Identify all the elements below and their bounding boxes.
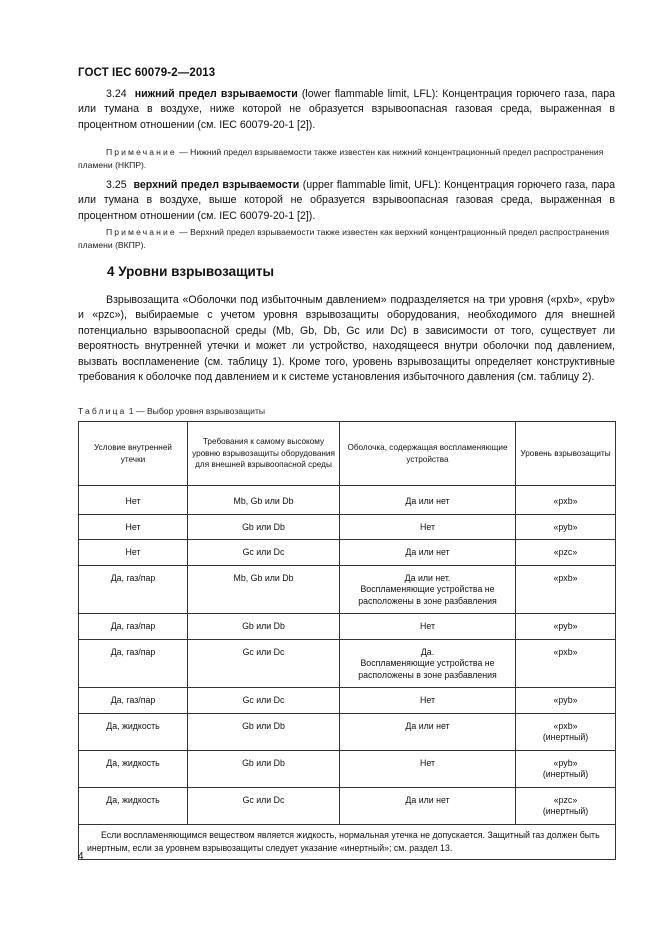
table-cell: «pxb» — [516, 486, 616, 515]
note-text: — Нижний предел взрываемости также известен как нижний концентрационный предел распространения пламени (НКПР). — [78, 147, 604, 171]
table-cell: «pyb» — [516, 614, 616, 640]
table-cell: Да, газ/пар — [79, 614, 188, 640]
table-cell: «pxb» — [516, 565, 616, 614]
definition-text: (upper flammable limit, UFL): Концентрация горючего газа, пара или тумана в воздухе, выше которой не образуется взрывоопасная газовая среда, выраженная в процентном отношении (см. IEC 60079-20-1 [2]). — [78, 179, 615, 222]
table-cell: Mb, Gb или Db — [188, 486, 340, 515]
table-caption-text: 1 — Выбор уровня взрывозащиты — [126, 406, 266, 416]
table-cell: Нет — [340, 514, 516, 540]
definition-term: нижний предел взрываемости — [134, 88, 298, 100]
table-row — [79, 688, 616, 714]
table-footnote-row — [79, 824, 616, 859]
table-row — [79, 787, 616, 824]
table-cell: Gb или Db — [188, 514, 340, 540]
table-cell: Да, газ/пар — [79, 639, 188, 688]
table-header-cell: Оболочка, содержащая воспламеняющие устройства — [340, 422, 516, 486]
page-number: 4 — [78, 851, 84, 862]
definition-3-24 — [78, 87, 615, 133]
definition-term: верхний предел взрываемости — [133, 179, 300, 191]
table-cell: Да или нет — [340, 486, 516, 515]
table-cell: Нет — [79, 540, 188, 566]
table-cell: «pxb» (инертный) — [516, 713, 616, 750]
definition-number: 3.24 — [106, 88, 127, 100]
table-cell: «pyb» (инертный) — [516, 750, 616, 787]
table-row — [79, 639, 616, 688]
table-cell: Да, жидкость — [79, 750, 188, 787]
table-cell: Да или нет. Воспламеняющие устройства не расположены в зоне разбавления — [340, 565, 516, 614]
table-cell: Нет — [340, 750, 516, 787]
table-cell: Gb или Db — [188, 614, 340, 640]
section-paragraph — [78, 293, 615, 385]
table-header-cell: Условие внутренней утечки — [79, 422, 188, 486]
note-label: Примечание — [106, 147, 177, 157]
table-cell: Нет — [79, 514, 188, 540]
note-3-24 — [78, 146, 615, 173]
table-cell: Да или нет — [340, 787, 516, 824]
table-cell: Gc или Dc — [188, 787, 340, 824]
table-caption — [78, 406, 265, 416]
table-caption-label: Таблица — [78, 406, 127, 416]
table-cell: «pyb» — [516, 688, 616, 714]
protection-level-table — [78, 421, 616, 860]
table-row — [79, 750, 616, 787]
note-text: — Верхний предел взрываемости также известен как верхний концентрационный предел распространения пламени (ВКПР). — [78, 227, 610, 251]
table-cell: Gc или Dc — [188, 639, 340, 688]
table-cell: Да, газ/пар — [79, 565, 188, 614]
table-footnote: Если воспламеняющимся веществом является жидкость, нормальная утечка не допускается. Защитный газ должен быть инертным, если за уровнем взрывозащиты следует указание «инертный»; см. раздел 13. — [79, 824, 616, 859]
table-cell: Да или нет — [340, 540, 516, 566]
table-cell: «pzc» (инертный) — [516, 787, 616, 824]
table-cell: Да. Воспламеняющие устройства не расположены в зоне разбавления — [340, 639, 516, 688]
table-row — [79, 565, 616, 614]
table-cell: Gb или Db — [188, 713, 340, 750]
table-header-cell: Уровень взрывозащиты — [516, 422, 616, 486]
table-row — [79, 713, 616, 750]
table-cell: «pyb» — [516, 514, 616, 540]
table-cell: «pxb» — [516, 639, 616, 688]
table-cell: Да, жидкость — [79, 713, 188, 750]
section-paragraph-text: Взрывозащита «Оболочки под избыточным давлением» подразделяется на три уровня («pxb», «pyb» и «pzc»), выбираемые с учетом уровня взрывозащиты оборудования, необходимого для внешней потенциально взрывоопасной среды (Mb, Gb, Db, Gc или Dc) в зависимости от того, существует ли вероятность внутренней утечки и может ли устройство, находящееся внутри оболочки под давлением, вызвать воспламенение (см. таблицу 1). Кроме того, уровень взрывозащиты определяет конструктивные требования к оболочке под давлением и к системе установления избыточного давления (см. таблицу 2). — [78, 294, 615, 384]
document-header: ГОСТ IEC 60079-2—2013 — [78, 67, 216, 79]
note-label: Примечание — [106, 227, 177, 237]
table-cell: Gb или Db — [188, 750, 340, 787]
definition-number: 3.25 — [106, 179, 127, 191]
table-cell: Нет — [340, 614, 516, 640]
definition-3-25 — [78, 178, 615, 224]
definition-text: (lower flammable limit, LFL): Концентрация горючего газа, пара или тумана в воздухе, ниже которой не образуется взрывоопасная газовая среда, выраженная в процентном отношении (см. IEC 60079-20-1 [2]). — [78, 88, 615, 131]
table-row — [79, 486, 616, 515]
table-cell: Да, жидкость — [79, 787, 188, 824]
table-row — [79, 514, 616, 540]
note-3-25 — [78, 226, 615, 253]
table-cell: Mb, Gb или Db — [188, 565, 340, 614]
table-header-row — [79, 422, 616, 486]
table-cell: Да, газ/пар — [79, 688, 188, 714]
table-cell: Gc или Dc — [188, 540, 340, 566]
table-header-cell: Требования к самому высокому уровню взрывозащиты оборудования для внешней взрывоопасной среды — [188, 422, 340, 486]
section-title: 4 Уровни взрывозащиты — [107, 264, 274, 279]
table-cell: Нет — [79, 486, 188, 515]
table-cell: Нет — [340, 688, 516, 714]
table-body — [79, 486, 616, 825]
table-cell: Да или нет — [340, 713, 516, 750]
table-cell: «pzc» — [516, 540, 616, 566]
table-row — [79, 614, 616, 640]
table-cell: Gc или Dc — [188, 688, 340, 714]
table-row — [79, 540, 616, 566]
